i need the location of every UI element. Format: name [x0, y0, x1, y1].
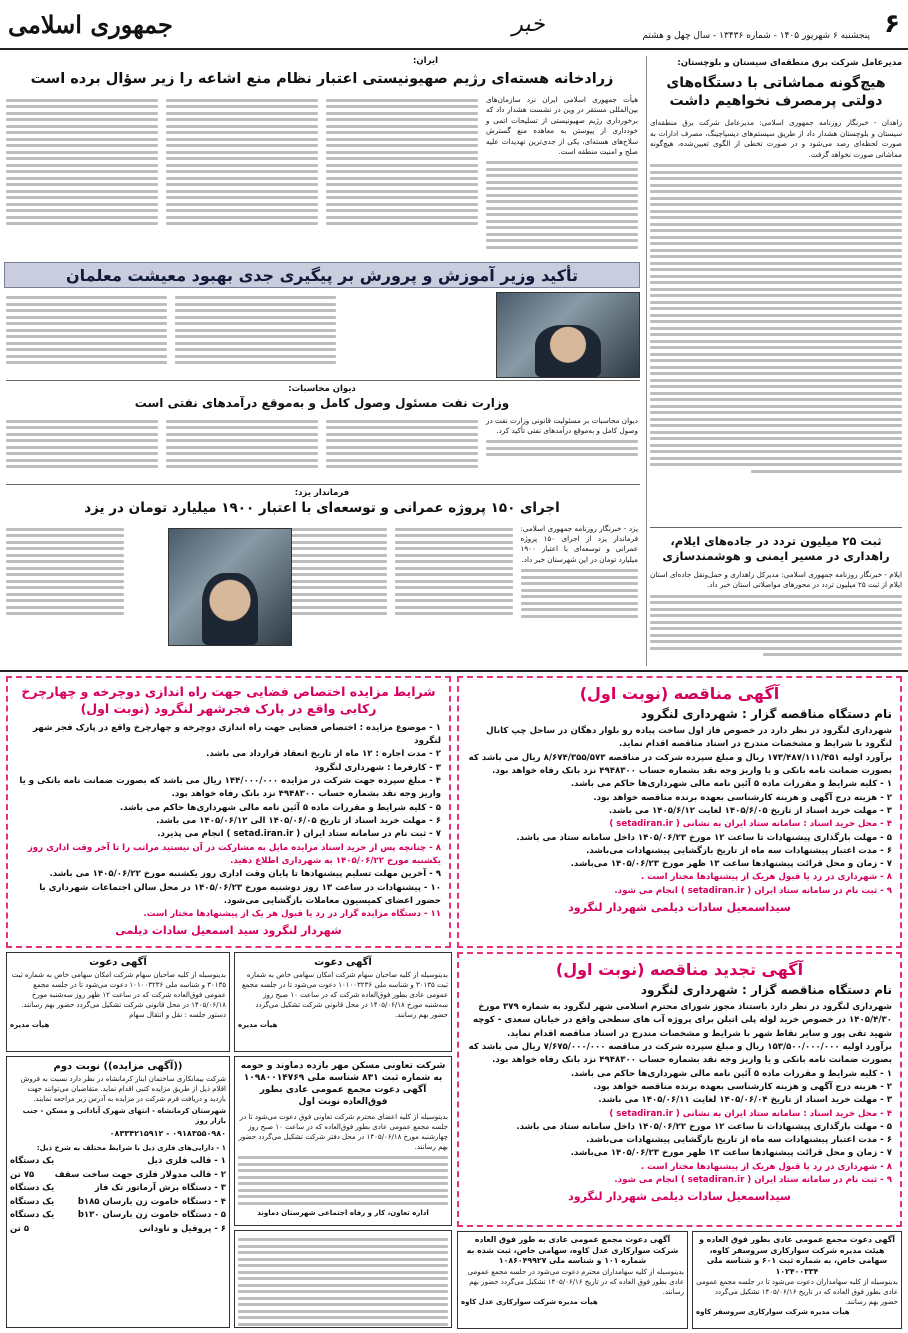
list-item: ۶ - پروفیل و ناودانی ۵ تن	[10, 1223, 226, 1234]
ad-subtitle: نام دستگاه مناقصه گزار : شهرداری لنگرود	[640, 983, 892, 997]
notice-sarvsafar[interactable]: آگهی دعوت مجمع عمومی عادی بطور فوق العاده و هیئت مدیره شرکت سوارکاری سروسفر کاوه، سهامی خاص، به شماره ثبت ۶۰۱ و شناسه ملی ۱۰۲۴۰۰۳۳۴ بدینوسیله از کلیه سهامداران دعوت می‌شود تا در جلسه مجمع عمومی عادی بطور فوق العاده که در تاریخ ۱۴۰۵/۰۶/۱۶ تشکیل می‌گردد حضور بهم رسانند. هیأت مدیره شرکت سوارکاری سروسفر کاوه	[692, 1231, 902, 1329]
education-banner[interactable]: تأکید وزیر آموزش و پرورش بر پیگیری جدی بهبود معیشت معلمان	[4, 262, 640, 288]
story-headline[interactable]: وزارت نفت مسئول وصول کامل و به‌موقع درآمدهای نفتی است	[134, 396, 510, 410]
notice-auction-kermanshah[interactable]: ((آگهی مزایده)) نوبت دوم شرکت بیمانکاری ساختمان ابنار کرمانشاه در نظر دارد نسبت به فروش اقلام ذیل از طریق مزایده کتبی اقدام نماید. متقاضیان می‌توانند جهت بازدید و دریافت فرم شرکت در مزایده به آدرس زیر مراجعه نمایند. شهرستان کرمانشاه - انتهای شهرک آبادانی و مسکن - جنب بازار روز ۰۹۱۸۳۵۵۰۹۸۰ - ۰۸۳۳۴۲۱۵۹۱۲ ۱ - دارایی‌های فلزی ذیل با شرایط مختلف به شرح ذیل: ۱ - قالب فلزی ذیل یک دستگاه ۲ - قالب مدولار فلزی جهت ساخت سقف ۷۵ تن ۳ - دستگاه برش آرماتور تک فاز یک دستگاه ۴ - دستگاه خاموت زن بارسان b۱۸۵ یک دستگاه ۵ - دستگاه خاموت زن بارسان b۱۳۰ یک دستگاه ۶ - پروفیل و ناودانی ۵ تن	[6, 1056, 230, 1328]
issue-info: پنجشنبه ۶ شهریور ۱۴۰۵ - شماره ۱۳۴۳۶ - سال چهل و هشتم	[642, 31, 870, 41]
minister-photo	[496, 292, 640, 378]
page-number: ۶	[884, 9, 900, 39]
ad-signature: سیداسمعیل سادات دیلمی شهردار لنگرود	[568, 901, 791, 915]
ad-signature: سیداسمعیل سادات دیلمی شهردار لنگرود	[568, 1190, 791, 1204]
story-kicker: دیوان محاسبات:	[288, 384, 356, 394]
story-electricity	[650, 58, 902, 523]
ad-tender-2[interactable]: آگهی تجدید مناقصه (نوبت اول) نام دستگاه مناقصه گزار : شهرداری لنگرود شهرداری لنگرود در نظر دارد باستناد مجوز شورای محترم اسلامی شهر لنگرود به شماره ۳۷۹ مورخ ۱۴۰۵/۴/۳۰ در خصوص خرید لوله پلی اتیلن برای پروژه آب های سطحی واقع در خیابان سعدی - کوچه شهید تقی پور و سایر نقاط شهر با شرایط و مشخصات مندرج در اسناد مناقصه اقدام نماید. برآورد اولیه ۱۵۳/۵۰۰/۰۰۰/۰۰۰ ریال و مبلغ سپرده شرکت در مناقصه ۷/۶۷۵/۰۰۰/۰۰۰ ریال می باشد که بصورت ضمانت نامه بانکی و یا واریز وجه نقد بشماره حساب ۴۹۴۸۳۰۰ نزد بانک رفاه خواهد بود. ۱ - کلیه شرایط و مقررات ماده ۵ آئین نامه مالی شهرداری‌ها حاکم می باشد. ۲ - هزینه درج آگهی و هزینه کارشناسی بعهده برنده مناقصه خواهد بود. ۳ - مهلت خرید اسناد از تاریخ ۱۴۰۵/۰۶/۰۴ لغایت ۱۴۰۵/۰۶/۱۱ می باشد. ۴ - محل خرید اسناد : سامانه ستاد ایران به نشانی ( setadiran.ir ) ۵ - مهلت بارگذاری پیشنهادات تا ساعت ۱۲ مورخ ۱۴۰۵/۰۶/۲۲ داخل سامانه ستاد می باشد. ۶ - مدت اعتبار پیشنهادات سه ماه از تاریخ بازگشایی پیشنهادات می‌باشد. ۷ - زمان و محل قرائت پیشنهادها ساعت ۱۳ ظهر مورخ ۱۴۰۵/۰۶/۲۳ می‌باشد. ۸ - شهرداری در رد یا قبول هریک از پیشنهادها مختار است . ۹ - ثبت نام در سامانه ستاد ایران ( setadiran.ir ) انجام می شود. سیداسمعیل سادات دیلمی شهردار لنگرود	[457, 952, 902, 1227]
list-item: ۲ - قالب مدولار فلزی جهت ساخت سقف ۷۵ تن	[10, 1169, 226, 1180]
story-kicker: ایران:	[413, 56, 438, 66]
story-lead: یزد - خبرنگار روزنامه جمهوری اسلامی: فرماندار یزد از اجرای ۱۵۰ پروژه عمرانی و توسعه‌ای با اعتبار ۱۹۰۰ میلیارد تومان در این شهرستان خبر داد.	[520, 523, 638, 564]
ad-title: آگهی تجدید مناقصه (نوبت اول)	[555, 960, 804, 979]
story-lead: ایلام - خبرنگار روزنامه جمهوری اسلامی: مدیرکل راهداری و حمل‌ونقل جاده‌ای استان ایلام از ثبت ۲۵ میلیون تردد در محورهای مواصلاتی استان خبر داد.	[650, 569, 902, 590]
notice-invitation-1[interactable]: آگهی دعوت بدینوسیله از کلیه صاحبان سهام شرکت امکان سهامی خاص به شماره ثبت ۳۰۱۳۵ و شناسه ملی ۱۰۱۰۰۳۲۳۶ دعوت می‌شود تا در جلسه مجمع عمومی عادی بطور فوق‌العاده شرکت که در ساعت ۱۰ صبح روز سه‌شنبه مورخ ۱۴۰۵/۰۶/۱۸ در محل قانونی شرکت تشکیل می‌گردد حضور بهم رسانند. هیأت مدیره	[234, 952, 452, 1052]
ad-intro: شهرداری لنگرود در نظر دارد باستناد مجوز شورای محترم اسلامی شهر لنگرود به شماره ۳۷۹ مورخ ۱۴۰۵/۴/۳۰ در خصوص خرید لوله پلی اتیلن برای پروژه آب های سطحی واقع در خیابان سعدی - کوچه شهید تقی پور و سایر نقاط شهر با شرایط و مشخصات مندرج در اسناد مناقصه اقدام نماید.	[472, 1002, 892, 1039]
governor-photo	[168, 528, 292, 646]
notice-cooperative-continued	[234, 1230, 452, 1328]
ad-title: آگهی مناقصه (نوبت اول)	[579, 684, 780, 703]
story-yazd	[6, 488, 638, 664]
notice-cooperative[interactable]: شرکت تعاونی مسکن مهر بازده دماوند و حومه به شماره ثبت ۸۳۱ شناسه ملی ۱۰۹۸۰۰۱۴۷۶۹ آگهی دعوت مجمع عمومی عادی بطور فوق‌العاده نوبت اول بدینوسیله از کلیه اعضای محترم شرکت تعاونی فوق دعوت می‌شود تا در جلسه مجمع عمومی عادی بطور فوق‌العاده که در ساعت ۱۰ صبح روز چهارشنبه مورخ ۱۴۰۵/۰۶/۱۸ در محل دفتر شرکت تشکیل می‌گردد حضور بهم رسانند. اداره تعاون، کار و رفاه اجتماعی شهرستان دماوند	[234, 1056, 452, 1226]
story-body-lines	[650, 164, 902, 473]
story-headline[interactable]: زرادخانه هسته‌ای رژیم صهیونیستی اعتبار نظام منع اشاعه را زیر سؤال برده است	[30, 71, 614, 87]
story-kicker: مدیرعامل شرکت برق منطقه‌ای سیستان و بلوچستان:	[677, 58, 902, 68]
ad-auction[interactable]: شرایط مزایده اختصاص فضایی جهت راه اندازی دوچرخه و چهارچرخ رکابی واقع در پارک فجرشهر لنگرود (نوبت اول) ۱ - موضوع مزایده : اختصاص فضایی جهت راه اندازی دوچرخه و چهارچرخ واقع در پارک فجر شهر لنگرود ۲ - مدت اجاره : ۱۲ ماه از تاریخ انعقاد قرارداد می باشد. ۳ - کارفرما : شهرداری لنگرود ۴ - مبلغ سپرده جهت شرکت در مزایده ۱۴۴/۰۰۰/۰۰۰ ریال می باشد که بصورت ضمانت نامه بانکی و یا واریز وجه نقد بشماره حساب ۴۹۴۸۳۰۰ نزد بانک رفاه خواهد بود. ۵ - کلیه شرایط و مقررات ماده ۵ آئین نامه مالی شهرداری‌ها حاکم می باشد. ۶ - مهلت خرید اسناد از تاریخ ۱۴۰۵/۰۶/۰۵ الی ۱۴۰۵/۰۶/۱۲ می باشد. ۷ - ثبت نام در سامانه ستاد ایران ( setad.iran.ir ) انجام می پذیرد. ۸ - چنانچه پس از خرید اسناد مزایده مایل به مشارکت در آن نیستید مراتب را تا آخر وقت اداری روز یکشنبه مورخ ۱۴۰۵/۰۶/۲۲ به شهرداری اطلاع دهید. ۹ - آخرین مهلت تسلیم پیشنهادها تا پایان وقت اداری روز یکشنبه مورخ ۱۴۰۵/۰۶/۲۲ می باشد. ۱۰ - پیشنهادات در ساعت ۱۳ روز دوشنبه مورخ ۱۴۰۵/۰۶/۲۳ در محل سالن اجتماعات شهرداری با حضور اعضای کمیسیون معاملات بازگشایی می‌شود. ۱۱ - دستگاه مزایده گزار در رد یا قبول هر یک از پیشنهادها مختار است. شهردار لنگرود سید اسمعیل سادات دیلمی	[6, 676, 451, 948]
story-headline[interactable]: اجرای ۱۵۰ پروژه عمرانی و توسعه‌ای با اعتبار ۱۹۰۰ میلیارد تومان در یزد	[84, 500, 560, 516]
ad-subtitle: نام دستگاه مناقصه گزار : شهرداری لنگرود	[640, 707, 892, 721]
notice-adlkaveh[interactable]: آگهی دعوت مجمع عمومی عادی به طور فوق العاده شرکت سوارکاری عدل کاوه، سهامی خاص، ثبت شده به شماره ۱۰۱ و شناسه ملی ۱۰۸۶۰۴۹۹۲۷ بدینوسیله از کلیه سهامداران محترم دعوت می‌شود در جلسه مجمع عمومی عادی بطور فوق العاده که در تاریخ ۱۴۰۵/۰۶/۱۶ تشکیل می‌گردد حضور بهم رسانند. هیأت مدیره شرکت سوارکاری عدل کاوه	[457, 1231, 688, 1329]
list-item: ۵ - دستگاه خاموت زن بارسان b۱۳۰ یک دستگاه	[10, 1210, 226, 1221]
notice-invitation-2[interactable]: آگهی دعوت بدینوسیله از کلیه صاحبان سهام شرکت امکان سهامی خاص به شماره ثبت ۳۰۱۳۵ و شناسه ملی ۱۰۱۰۰۳۲۳۶ دعوت می‌شود تا در جلسه مجمع عمومی فوق‌العاده شرکت که در ساعت ۱۲ ظهر روز سه‌شنبه مورخ ۱۴۰۵/۰۶/۱۸ در محل قانونی شرکت تشکیل می‌گردد حضور بهم رسانند. دستور جلسه : نقل و انتقال سهام هیأت مدیره	[6, 952, 230, 1052]
section-title: خبر	[512, 11, 545, 37]
story-iran-nuclear	[6, 56, 638, 261]
ad-intro: شهرداری لنگرود در نظر دارد در خصوص فاز اول ساخت پیاده رو بلوار دهگان در ساحل چپ کانال لنگرود با شرایط و مشخصات مندرج در اسناد مناقصه اقدام نماید.	[486, 726, 892, 750]
list-item: ۳ - دستگاه برش آرماتور تک فاز یک دستگاه	[10, 1183, 226, 1194]
story-lead: دیوان محاسبات بر مسئولیت قانونی وزارت نفت در وصول کامل و به‌موقع درآمدهای نفتی تأکید کرد.	[486, 415, 638, 436]
newspaper-logo: جمهوری اسلامی	[8, 9, 173, 39]
story-headline[interactable]: هیچ‌گونه مماشاتی با دستگاه‌های دولتی پرمصرف نخواهیم داشت	[666, 75, 886, 110]
phone-number[interactable]: ۰۹۱۸۳۵۵۰۹۸۰ - ۰۸۳۳۴۲۱۵۹۱۲	[109, 1129, 226, 1139]
story-headline[interactable]: ثبت ۲۵ میلیون تردد در جاده‌های ایلام، راهداری در مسیر ایمنی و هوشمندسازی	[662, 534, 890, 563]
masthead	[0, 0, 908, 50]
ad-tender-1[interactable]: آگهی مناقصه (نوبت اول) نام دستگاه مناقصه گزار : شهرداری لنگرود شهرداری لنگرود در نظر دارد در خصوص فاز اول ساخت پیاده رو بلوار دهگان در ساحل چپ کانال لنگرود با شرایط و مشخصات مندرج در اسناد مناقصه اقدام نماید. برآورد اولیه ۱۷۳/۴۸۷/۱۱۱/۴۵۱ ریال و مبلغ سپرده شرکت در مناقصه ۸/۶۷۴/۳۵۵/۵۷۳ ریال می باشد که بصورت ضمانت نامه بانکی و یا واریز وجه نقد بشماره حساب ۴۹۴۸۳۰۰ نزد بانک رفاه خواهد بود. ۱ - کلیه شرایط و مقررات ماده ۵ آئین نامه مالی شهرداری‌ها حاکم می باشد. ۲ - هزینه درج آگهی و هزینه کارشناسی بعهده برنده مناقصه خواهد بود. ۳ - مهلت خرید اسناد از تاریخ ۱۴۰۵/۶/۰۵ لغایت ۱۴۰۵/۶/۱۲ می باشد. ۴ - محل خرید اسناد : سامانه ستاد ایران به نشانی ( setadiran.ir ) ۵ - مهلت بارگذاری پیشنهادات تا ساعت ۱۲ مورخ ۱۴۰۵/۰۶/۲۳ داخل سامانه ستاد می باشد. ۶ - مدت اعتبار پیشنهادات سه ماه از تاریخ بازگشایی پیشنهادات می‌باشد. ۷ - زمان و محل قرائت پیشنهادها ساعت ۱۳ ظهر مورخ ۱۴۰۵/۰۶/۲۳ می‌باشد. ۸ - شهرداری در رد یا قبول هریک از پیشنهادها مختار است . ۹ - ثبت نام در سامانه ستاد ایران ( setadiran.ir ) انجام می شود. سیداسمعیل سادات دیلمی شهردار لنگرود	[457, 676, 902, 948]
list-item: ۴ - دستگاه خاموت زن بارسان b۱۸۵ یک دستگاه	[10, 1196, 226, 1207]
ad-title: شرایط مزایده اختصاص فضایی جهت راه اندازی دوچرخه و چهارچرخ رکابی واقع در پارک فجرشهر لنگرود (نوبت اول)	[21, 684, 436, 716]
story-lead: هیأت جمهوری اسلامی ایران نزد سازمان‌های بین‌المللی مستقر در وین در نشست هشدار داد که برخورداری رژیم صهیونیستی از تسلیحات اتمی و خودداری از پیوستن به معاهده منع گسترش سلاح‌های هسته‌ای، یکی از جدی‌ترین تهدیدات علیه صلح و امنیت منطقه است.	[486, 94, 638, 157]
list-item: ۱ - قالب فلزی ذیل یک دستگاه	[10, 1155, 226, 1166]
ad-signature: شهردار لنگرود سید اسمعیل سادات دیلمی	[115, 924, 342, 938]
story-lead: زاهدان - خبرنگار روزنامه جمهوری اسلامی: مدیرعامل شرکت برق منطقه‌ای سیستان و بلوچستان هشدار داد از طریق سیستم‌های دیسپاچینگ، مصرف ادارات به صورت لحظه‌ای رصد می‌شود و در صورت تخطی از الگوی تعیین‌شده، هیچ‌گونه مماشاتی صورت نخواهد گرفت.	[650, 118, 902, 159]
story-oil	[6, 384, 638, 482]
story-kicker: فرماندار یزد:	[294, 488, 350, 498]
story-ilam	[650, 534, 902, 664]
auction-items-list	[10, 1155, 226, 1237]
